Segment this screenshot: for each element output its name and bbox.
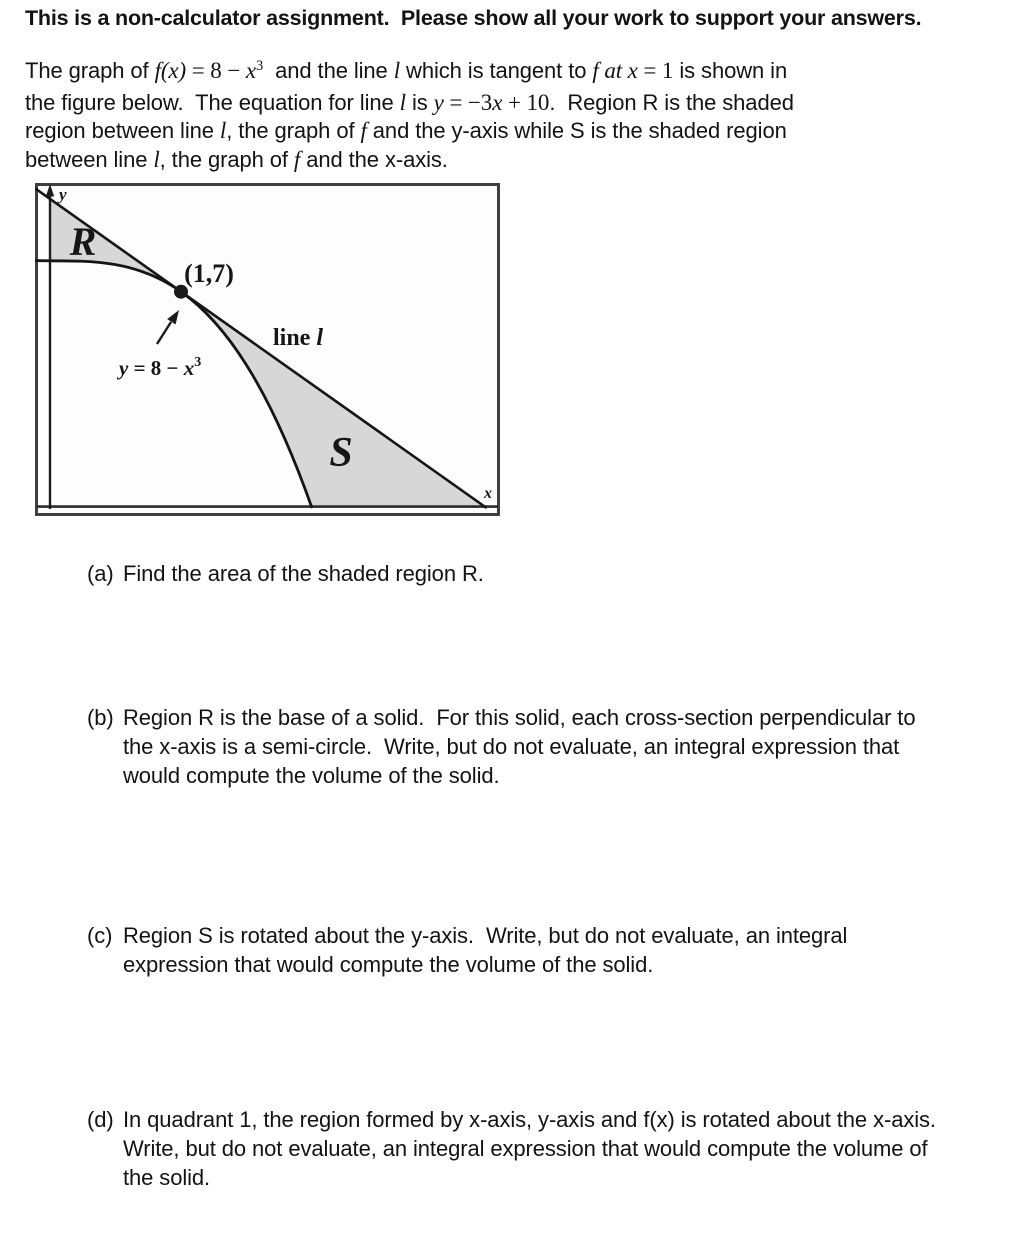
text-segment: l bbox=[219, 118, 227, 144]
x-axis-label: x bbox=[484, 485, 492, 503]
text-segment: is bbox=[405, 89, 434, 115]
question-c-text: Region S is rotated about the y-axis. Write, but do not evaluate, an integral expression that would compute the volume of the solid. bbox=[123, 923, 854, 978]
text-segment: l bbox=[153, 146, 160, 172]
text-segment: l bbox=[399, 89, 406, 115]
text-segment: and the line bbox=[263, 58, 394, 83]
question-b bbox=[87, 703, 1030, 790]
text-segment: , the graph of bbox=[159, 146, 294, 172]
text-segment: f bbox=[293, 146, 301, 172]
tangent-point-label: (1,7) bbox=[184, 259, 234, 289]
curve-equation-label bbox=[116, 355, 201, 380]
graph-figure bbox=[35, 183, 500, 516]
curve-eq-y: y bbox=[119, 356, 129, 381]
question-list bbox=[25, 559, 1030, 1192]
question-d-text: In quadrant 1, the region formed by x-axis, y-axis and f(x) is rotated about the x-axis. Write, but do not evaluate, an integral expression that would compute the volume of the solid. bbox=[123, 1107, 948, 1191]
curve-eq-x: x bbox=[183, 356, 195, 381]
text-segment: = 8 − bbox=[186, 58, 246, 83]
text-segment: and the y-axis while S is the shaded region bbox=[366, 118, 787, 144]
text-segment: y bbox=[433, 89, 444, 115]
text-segment: x bbox=[492, 89, 503, 115]
problem-line-4 bbox=[25, 146, 1030, 175]
problem-line-2 bbox=[25, 89, 1030, 118]
text-segment: . Region R is the shaded bbox=[549, 89, 794, 115]
text-segment: = 1 bbox=[637, 58, 674, 83]
text-segment: The graph of bbox=[25, 58, 155, 83]
text-segment: region between line bbox=[25, 118, 220, 144]
text-segment: , the graph of bbox=[226, 118, 361, 144]
question-a-label: (a) bbox=[87, 561, 114, 587]
question-a bbox=[87, 559, 1030, 588]
text-segment: 3 bbox=[255, 58, 264, 74]
text-segment: x bbox=[245, 58, 256, 83]
question-d-label: (d) bbox=[87, 1107, 114, 1133]
question-d bbox=[87, 1105, 1030, 1192]
text-segment: which is tangent to bbox=[400, 58, 593, 83]
text-segment: f at x bbox=[592, 58, 638, 83]
line-l-label-word: line bbox=[273, 325, 317, 352]
text-segment: and the x-axis. bbox=[300, 146, 448, 172]
text-segment: is shown in bbox=[673, 58, 788, 83]
assignment-header: This is a non-calculator assignment. Please show all your work to support your answers. bbox=[25, 6, 922, 30]
figure-border bbox=[37, 185, 499, 515]
question-b-label: (b) bbox=[87, 705, 114, 731]
line-l-label-var: l bbox=[316, 325, 324, 352]
text-segment: f(x) bbox=[154, 58, 187, 83]
region-r-label: R bbox=[69, 219, 97, 265]
text-segment: the figure below. The equation for line bbox=[25, 89, 400, 115]
curve-eq-mid: = 8 − bbox=[128, 356, 184, 381]
problem-line-3 bbox=[25, 117, 1030, 146]
line-l-label bbox=[273, 325, 323, 351]
text-segment: between line bbox=[25, 146, 154, 172]
text-segment: + 10 bbox=[502, 89, 550, 115]
text-segment: l bbox=[393, 58, 401, 83]
question-c bbox=[87, 921, 1030, 979]
curve-eq-exponent: 3 bbox=[194, 355, 202, 371]
text-segment: = −3 bbox=[443, 89, 493, 115]
problem-statement bbox=[25, 57, 1030, 174]
problem-line-1 bbox=[25, 57, 1030, 89]
y-axis-label: y bbox=[59, 185, 67, 205]
text-segment: f bbox=[360, 118, 367, 144]
question-a-text: Find the area of the shaded region R. bbox=[123, 561, 484, 587]
question-b-text: Region R is the base of a solid. For this solid, each cross-section perpendicular to the x-axis is a semi-circle. Write, but do not evaluate, an integral expression that would compute the volume of the solid. bbox=[123, 705, 922, 789]
region-s-label: S bbox=[329, 430, 353, 477]
question-c-label: (c) bbox=[87, 923, 113, 949]
